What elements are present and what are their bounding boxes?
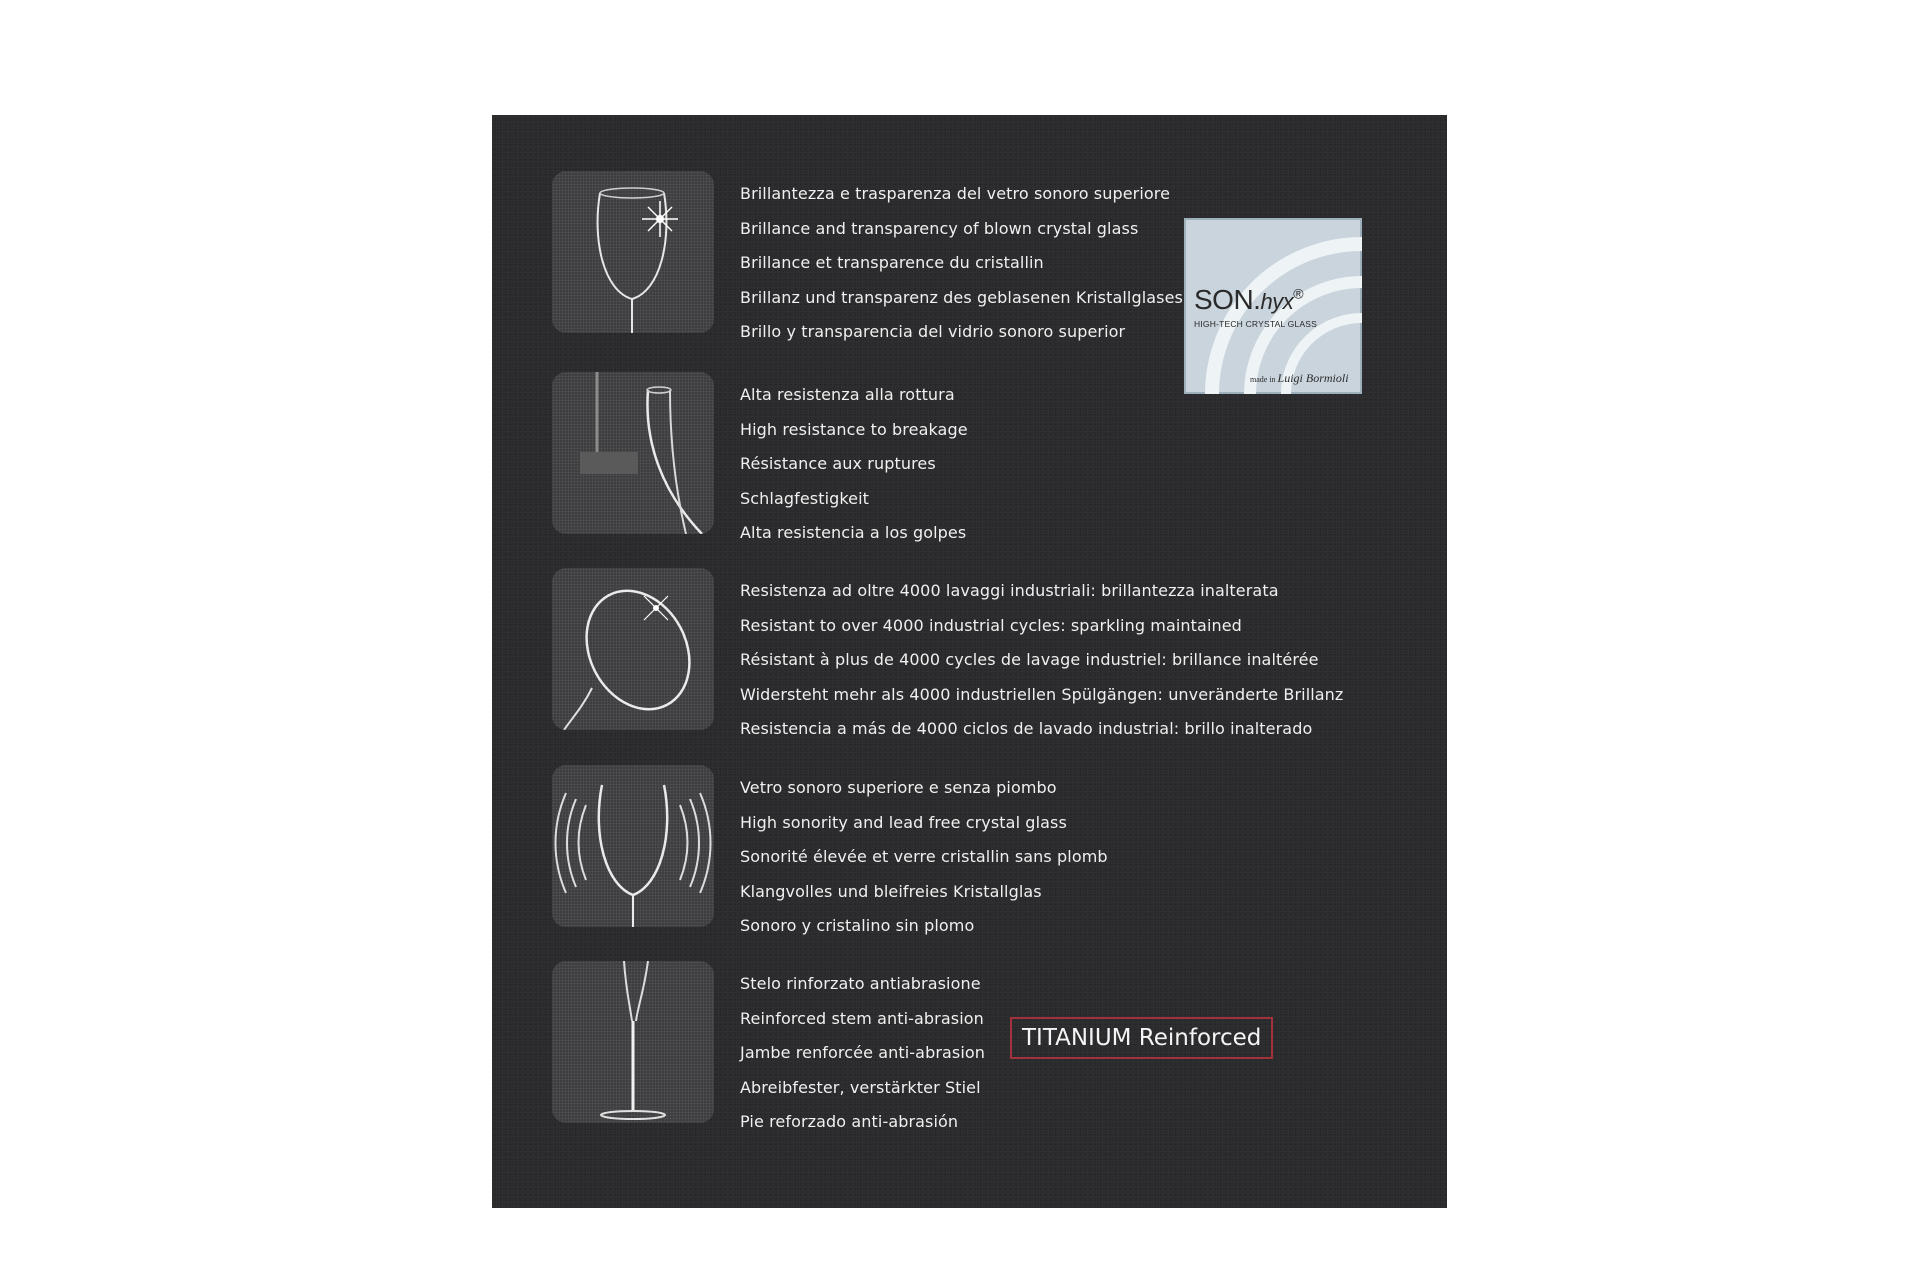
logo-signature: made in Luigi Bormioli	[1250, 371, 1349, 385]
feature-text	[740, 967, 985, 1140]
feature-line: Widersteht mehr als 4000 industriellen Spülgängen: unveränderte Brillanz	[740, 684, 1344, 704]
feature-stem	[492, 961, 1447, 1131]
feature-line: Résistant à plus de 4000 cycles de lavage industriel: brillance inaltérée	[740, 650, 1319, 669]
feature-sonority	[492, 765, 1447, 935]
feature-line: Alta resistenza alla rottura	[740, 385, 955, 404]
feature-text	[740, 177, 1183, 350]
sonhyx-logo	[1184, 218, 1362, 394]
feature-line: Abreibfester, verstärkter Stiel	[740, 1077, 981, 1097]
glass-dishwasher-icon	[552, 568, 714, 730]
feature-line: Brillantezza e trasparenza del vetro sonoro superiore	[740, 184, 1171, 203]
feature-line: Resistencia a más de 4000 ciclos de lavado industrial: brillo inalterado	[740, 719, 1313, 738]
feature-line: Alta resistencia a los golpes	[740, 523, 967, 542]
feature-line: High sonority and lead free crystal glass	[740, 812, 1067, 832]
feature-line: Jambe renforcée anti-abrasion	[740, 1043, 986, 1062]
feature-text	[740, 574, 1343, 747]
wine-glass-sparkle-icon	[552, 171, 714, 333]
glass-impact-icon	[552, 372, 714, 534]
feature-line: Klangvolles und bleifreies Kristallglas	[740, 881, 1042, 901]
feature-line: Brillo y transparencia del vidrio sonoro superior	[740, 322, 1126, 341]
feature-line: Stelo rinforzato antiabrasione	[740, 974, 981, 993]
packaging-panel	[492, 115, 1447, 1208]
feature-line: Resistenza ad oltre 4000 lavaggi industriali: brillantezza inalterata	[740, 581, 1279, 600]
feature-line: Brillanz und transparenz des geblasenen Kristallglases	[740, 287, 1183, 307]
feature-line: Brillance and transparency of blown crystal glass	[740, 218, 1139, 238]
feature-line: Brillance et transparence du cristallin	[740, 253, 1044, 272]
logo-tagline: HIGH-TECH CRYSTAL GLASS	[1194, 319, 1317, 329]
feature-line: Pie reforzado anti-abrasión	[740, 1112, 959, 1131]
glass-stem-icon	[552, 961, 714, 1123]
feature-line: Vetro sonoro superiore e senza piombo	[740, 778, 1057, 797]
feature-dishwasher	[492, 568, 1447, 738]
feature-line: High resistance to breakage	[740, 419, 968, 439]
logo-brand: SON.hyx®	[1194, 284, 1304, 315]
titanium-badge: TITANIUM Reinforced	[1010, 1017, 1273, 1059]
feature-line: Reinforced stem anti-abrasion	[740, 1008, 984, 1028]
feature-line: Sonorité élevée et verre cristallin sans plomb	[740, 847, 1108, 866]
feature-line: Resistant to over 4000 industrial cycles: sparkling maintained	[740, 615, 1242, 635]
feature-line: Sonoro y cristalino sin plomo	[740, 916, 975, 935]
feature-brilliance	[492, 171, 1447, 385]
feature-line: Résistance aux ruptures	[740, 454, 936, 473]
feature-text	[740, 378, 968, 551]
feature-line: Schlagfestigkeit	[740, 488, 870, 508]
glass-sound-waves-icon	[552, 765, 714, 927]
feature-text	[740, 771, 1108, 944]
feature-breakage	[492, 372, 1447, 542]
